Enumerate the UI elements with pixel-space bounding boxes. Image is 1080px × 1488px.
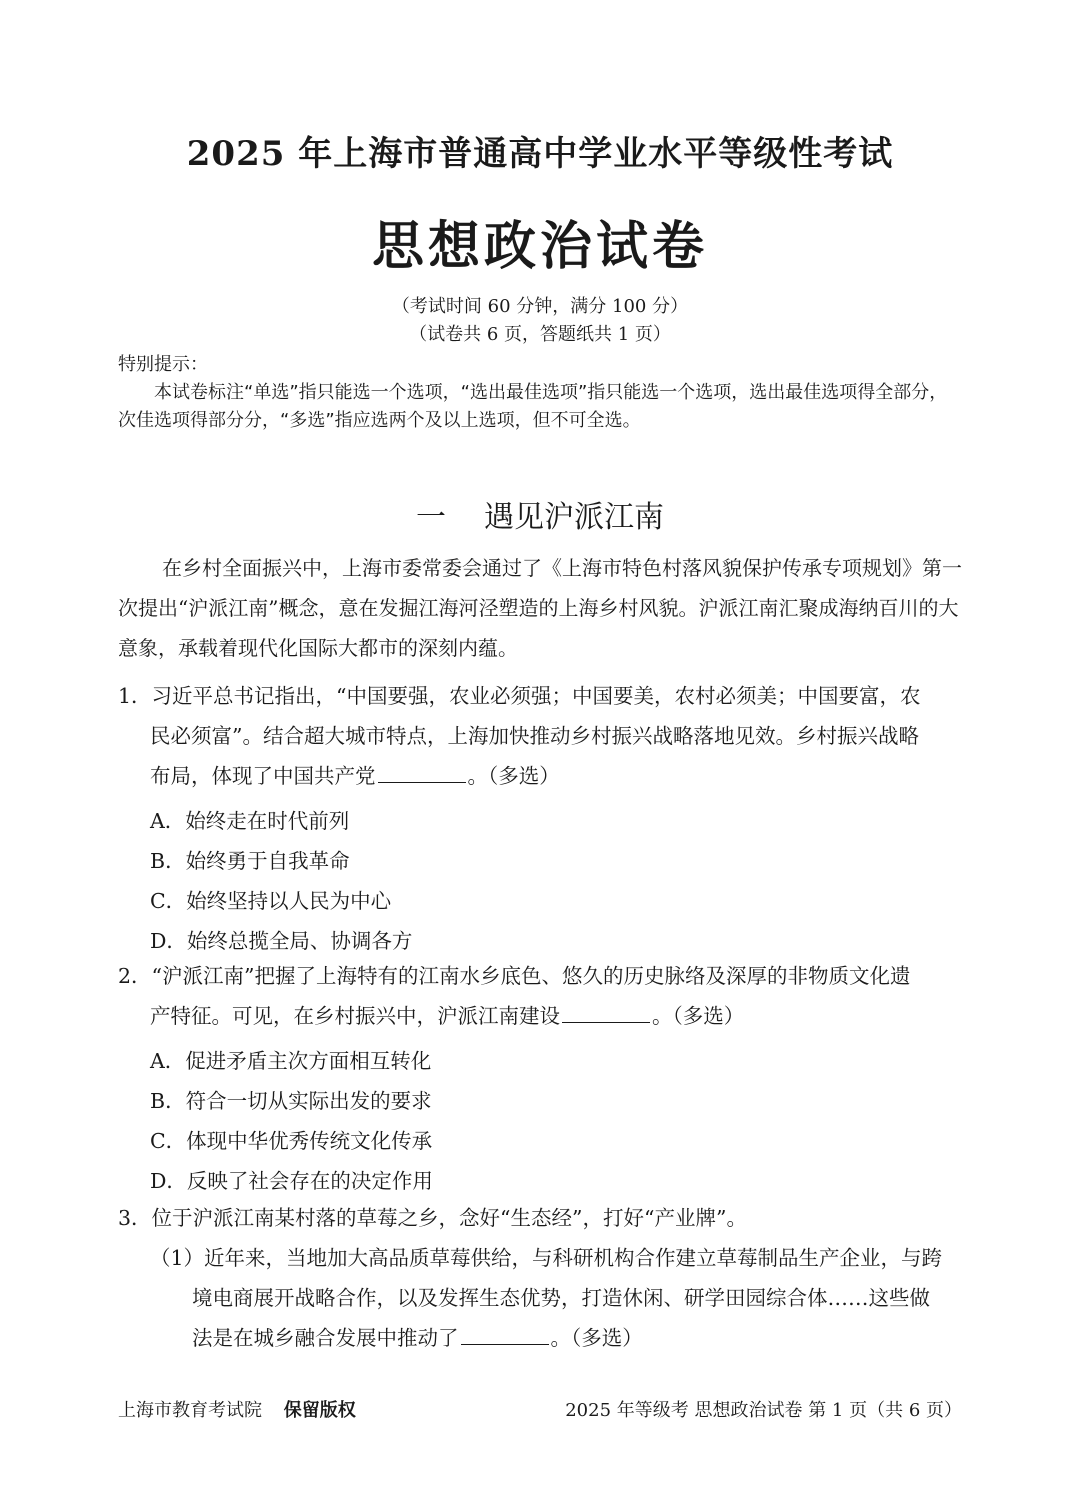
q3-sub1-line-1: （1）近年来，当地加大高品质草莓供给，与科研机构合作建立草莓制品生产企业，与跨 bbox=[150, 1246, 943, 1270]
q1-option-c: C．始终坚持以人民为中心 bbox=[150, 889, 392, 913]
q2-answer-blank[interactable] bbox=[562, 1000, 650, 1023]
section-number: 一 bbox=[416, 500, 446, 535]
q3-stem: 3．位于沪派江南某村落的草莓之乡，念好“生态经”，打好“产业牌”。 bbox=[118, 1206, 747, 1230]
q1-line-1: 1．习近平总书记指出，“中国要强，农业必须强；中国要美，农村必须美；中国要富，农 bbox=[118, 684, 921, 708]
q2-option-a: A．促进矛盾主次方面相互转化 bbox=[150, 1049, 432, 1073]
q2-line-1: 2．“沪派江南”把握了上海特有的江南水乡底色、悠久的历史脉络及深厚的非物质文化遗 bbox=[118, 964, 911, 988]
q1-option-a: A．始终走在时代前列 bbox=[150, 809, 350, 833]
q3-answer-blank[interactable] bbox=[461, 1322, 549, 1345]
q1-prefix: 布局，体现了中国共产党 bbox=[150, 764, 376, 788]
q1-suffix: 。（多选） bbox=[467, 764, 560, 788]
duration-note: （考试时间 60 分钟，满分 100 分） bbox=[391, 296, 689, 317]
q3-sub1-line-2: 境电商展开战略合作，以及发挥生态优势，打造休闲、研学田园综合体……这些做 bbox=[192, 1286, 930, 1310]
section-heading bbox=[0, 492, 1080, 536]
q1-option-d: D．始终总揽全局、协调各方 bbox=[150, 929, 413, 953]
q3-sub1-line-3 bbox=[192, 1318, 643, 1358]
section-intro: 在乡村全面振兴中，上海市委常委会通过了《上海市特色村落风貌保护传承专项规划》第一次提出“沪派江南”概念，意在发掘江海河泾塑造的上海乡村风貌。沪派江南汇聚成海纳百川的大意象，承载着现代化国际大都市的深刻内蕴。 bbox=[118, 556, 962, 660]
exam-title: 2025 年上海市普通高中学业水平等级性考试 bbox=[186, 134, 894, 174]
pages-note: （试卷共 6 页，答题纸共 1 页） bbox=[409, 324, 671, 345]
footer-rights: 保留版权 bbox=[283, 1400, 356, 1421]
q2-option-d: D．反映了社会存在的决定作用 bbox=[150, 1169, 433, 1193]
footer-publisher: 上海市教育考试院 bbox=[118, 1400, 262, 1421]
notice-body: 本试卷标注“单选”指只能选一个选项，“选出最佳选项”指只能选一个选项，选出最佳选项得全部分，次佳选项得部分分，“多选”指应选两个及以上选项，但不可全选。 bbox=[118, 382, 948, 431]
paper-title: 思想政治试卷 bbox=[371, 217, 708, 277]
q3-prefix: 法是在城乡融合发展中推动了 bbox=[192, 1326, 459, 1350]
q2-suffix: 。（多选） bbox=[652, 1004, 745, 1028]
q2-option-c: C．体现中华优秀传统文化传承 bbox=[150, 1129, 433, 1153]
q1-line-3 bbox=[150, 756, 560, 796]
q1-line-2: 民必须富”。结合超大城市特点，上海加快推动乡村振兴战略落地见效。乡村振兴战略 bbox=[150, 724, 919, 748]
q1-answer-blank[interactable] bbox=[378, 760, 466, 783]
q2-prefix: 产特征。可见，在乡村振兴中，沪派江南建设 bbox=[150, 1004, 560, 1028]
footer-page-info: 2025 年等级考 思想政治试卷 第 1 页（共 6 页） bbox=[565, 1400, 962, 1421]
q2-option-b: B．符合一切从实际出发的要求 bbox=[150, 1089, 432, 1113]
q2-line-2 bbox=[150, 996, 744, 1036]
q3-suffix: 。（多选） bbox=[550, 1326, 643, 1350]
section-title: 遇见沪派江南 bbox=[484, 500, 664, 535]
q1-option-b: B．始终勇于自我革命 bbox=[150, 849, 350, 873]
footer-left bbox=[118, 1396, 356, 1422]
notice-label: 特别提示： bbox=[118, 354, 208, 375]
